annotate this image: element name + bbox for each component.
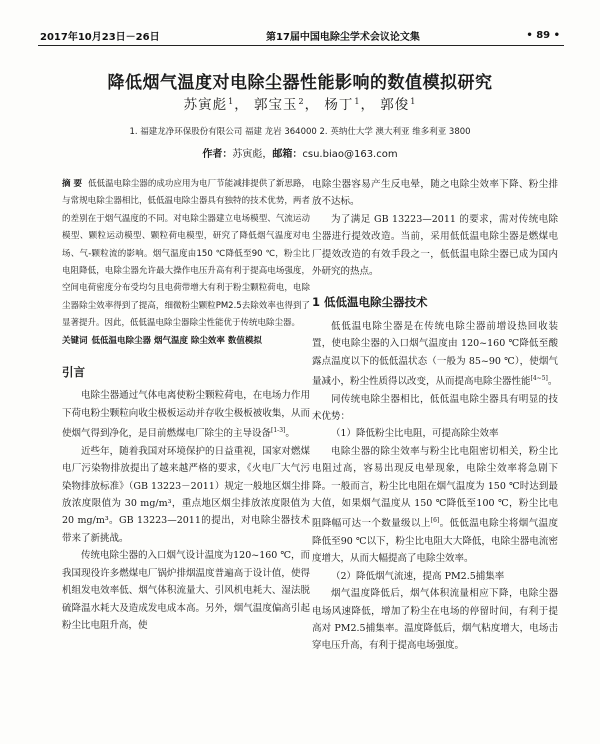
citation[interactable]: [4~5] bbox=[530, 375, 548, 383]
author-sup: 1 bbox=[354, 96, 361, 106]
sec1-para-3-text: 电除尘器的除尘效率与粉尘比电阻密切相关，粉尘比电阻过高，容易出现反电晕现象，电除尘效率将急剧下降。一般而言，粉尘比电阻在烟气温度为 150 ℃时达到最大值，如果烟气温度从 150 ℃降低至100 ℃，粉尘比电阻降幅可达一个数量级以上 bbox=[312, 445, 558, 530]
running-header bbox=[40, 27, 560, 43]
header-date: 2017年10月23日－26日 bbox=[40, 31, 160, 43]
left-column bbox=[62, 176, 310, 634]
author-list: 苏寅彪$^1$， 郭宝玉$^2$， 杨丁$^1$， 郭俊$^1$ bbox=[183, 96, 417, 113]
header-proceedings: 第17届中国电除尘学术会议论文集 bbox=[266, 31, 420, 43]
email-label: 邮箱： bbox=[272, 149, 303, 160]
citation[interactable]: [1-3] bbox=[271, 427, 286, 435]
sec1-item-2: （2）降低烟气流速，提高 PM2.5捕集率 bbox=[331, 570, 505, 582]
sec1-item-1: （1）降低粉尘比电阻，可提高除尘效率 bbox=[331, 428, 499, 440]
right-para-1: 电除尘器容易产生反电晕，随之电除尘效率下降、粉尘排放不达标。 bbox=[312, 179, 558, 208]
intro-para-1: 电除尘器通过气体电离使粉尘颗粒荷电，在电场力作用下荷电粉尘颗粒向收尘极板运动并存收尘极板被收集，从而使烟气得到净化，是目前燃煤电厂除尘的主导设备[1-3]。 bbox=[62, 390, 310, 440]
right-column bbox=[312, 176, 558, 655]
intro-heading: 引言 bbox=[62, 365, 85, 380]
author-sup: 2 bbox=[298, 96, 305, 106]
sec1-para-3 bbox=[312, 443, 558, 568]
section-1-heading: 1 低低温电除尘器技术 bbox=[312, 295, 428, 310]
email-link[interactable]: csu.biao@163.com bbox=[302, 149, 398, 160]
intro-para-3: 传统电除尘器的入口烟气设计温度为120~160 ℃，而我国现役许多燃煤电厂锅炉排烟温度普遍高于设计值，使得机组发电效率低、烟气体积流量大、引风机电耗大、湿法脱硫降温水耗大及造成发电成本高。另外，烟气温度偏高引起粉尘比电阻升高，使 bbox=[62, 550, 310, 631]
right-para-2: 为了满足 GB 13223—2011 的要求，需对传统电除尘器进行提效改造。当前，采用低低温电除尘器是燃煤电厂提效改造的有效手段之一，低低温电除尘器已成为国内外研究的热点。 bbox=[312, 213, 558, 278]
author-sup: 1 bbox=[228, 96, 235, 106]
keywords bbox=[62, 333, 310, 350]
intro-para-2: 近些年，随着我国对环境保护的日益重视，国家对燃煤电厂污染物排放提出了越来越严格的要求，《火电厂大气污染物排放标准》（GB 13223－2011）规定一般地区烟尘排放浓度限值为 30 mg/m³，重点地区烟尘排放浓度限值为 20 mg/m³。GB 13223—2011的提出，对电除尘器技术带来了新挑战。 bbox=[62, 445, 310, 544]
sec1-para-4: 烟气温度降低后，烟气体积流量相应下降，电除尘器电场风速降低，增加了粉尘在电场的停留时间，有利于提高对 PM2.5捕集率。温度降低后，烟气粘度增大，电场击穿电压升高，有利于提高电场强度。 bbox=[312, 588, 558, 652]
abstract bbox=[62, 176, 310, 333]
author-name: 郭宝玉 bbox=[254, 97, 298, 113]
correspondence bbox=[0, 145, 600, 160]
citation[interactable]: [6] bbox=[430, 517, 440, 525]
sec1-para-1-text: 低低温电除尘器是在传统电除尘器前增设热回收装置，使电除尘器的入口烟气温度由 120~160 ℃降低至酸露点温度以下的低低温状态（一般为 85~90 ℃），使烟气量减小，粉尘性质得以改变，从而提高电除尘器性能 bbox=[312, 320, 558, 388]
corr-label: 作者： bbox=[202, 149, 233, 160]
header-page-number: • 89 • bbox=[526, 29, 560, 41]
sec1-para-2: 同传统电除尘器相比，低低温电除尘器具有明显的技术优势： bbox=[312, 393, 558, 423]
author-name: 郭俊 bbox=[380, 97, 410, 113]
abstract-text: 低低温电除尘器的成功应用为电厂节能减排提供了新思路，与常规电除尘器相比，低低温电除尘器具有独特的技术优势，两者的差别在于烟气温度的不同。对电除尘器建立电场模型、气流运动模型、颗粒运动模型、颗粒荷电模型，研究了降低烟气温度对电场、气-颗粒流的影响。烟气温度由150 ℃降低至90 ℃，粉尘比电阻降低，电除尘器允许最大操作电压升高有利于提高电场强度，空间电荷密度分布受均匀且电荷带增大有利于粉尘颗粒荷电，电除尘器除尘效率得到了提高，细微粉尘颗粒PM2.5去除效率也得到了显著提升。因此，低低温电除尘器除尘性能优于传统电除尘器。 bbox=[62, 179, 310, 329]
affiliation: 1. 福建龙净环保股份有限公司 福建 龙岩 364000 2. 英纳仕大学 澳大利亚 维多利亚 3800 bbox=[129, 127, 471, 137]
header-rule bbox=[38, 45, 564, 46]
paper-title: 降低烟气温度对电除尘器性能影响的数值模拟研究 bbox=[107, 73, 493, 93]
author-name: 杨丁 bbox=[324, 97, 354, 113]
keywords-label: 关键词 bbox=[62, 335, 88, 346]
author-name: 苏寅彪 bbox=[183, 97, 228, 113]
author-sup: 1 bbox=[410, 96, 417, 106]
abstract-label: 摘 要 bbox=[62, 179, 83, 189]
intro-para-1-text: 电除尘器通过气体电离使粉尘颗粒荷电，在电场力作用下荷电粉尘颗粒向收尘极板运动并存收尘极板被收集，从而使烟气得到净化，是目前燃煤电厂除尘的主导设备 bbox=[62, 390, 310, 440]
keywords-text: 低低温电除尘器 烟气温度 除尘效率 数值模拟 bbox=[91, 335, 262, 346]
corr-name: 苏寅彪， bbox=[232, 149, 273, 160]
sec1-para-1: 低低温电除尘器是在传统电除尘器前增设热回收装置，使电除尘器的入口烟气温度由 120~160 ℃降低至酸露点温度以下的低低温状态（一般为 85~90 ℃），使烟气量减小，粉尘性质得以改变，从而提高电除尘器性能[4~5]。 bbox=[312, 320, 558, 388]
sec1-para-3-cont: 。低低温电除尘将烟气温度降低至90 ℃以下，粉尘比电阻大大降低，电除尘器电流密度增大，从而大幅提高了电除尘效率。 bbox=[312, 518, 558, 565]
